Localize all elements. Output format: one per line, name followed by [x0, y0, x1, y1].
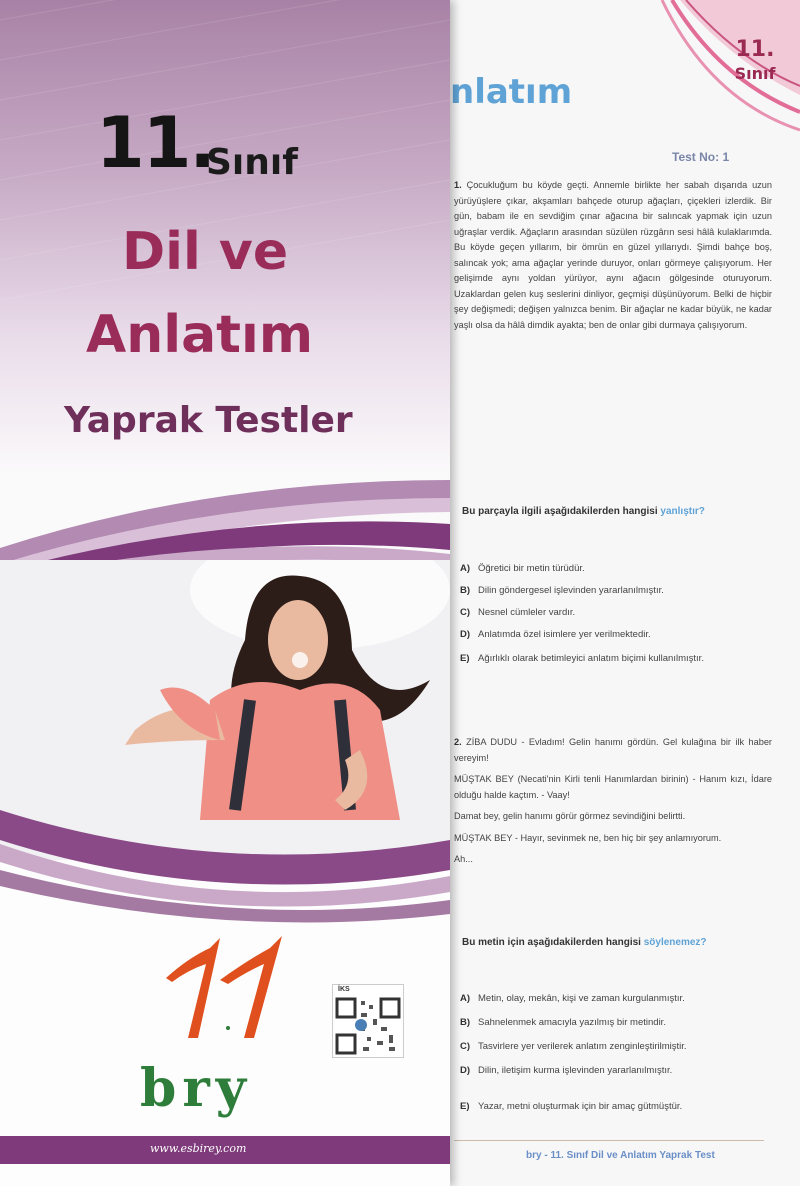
question-1-number: 1. [454, 180, 462, 190]
option-text: Öğretici bir metin türüdür. [478, 563, 585, 574]
cover-title-line-1: Dil ve [122, 222, 289, 282]
qr-code[interactable] [332, 984, 404, 1058]
question-2-line: Ah... [454, 854, 473, 864]
question-1-option[interactable] [460, 606, 770, 620]
publisher-website[interactable]: www.esbirey.com [150, 1142, 247, 1155]
question-2-prompt-main: Bu metin için aşağıdakilerden hangisi [462, 937, 641, 948]
qr-code-icon [333, 985, 403, 1057]
back-grade-number: 11. [735, 37, 775, 62]
option-letter: C) [460, 1041, 471, 1052]
option-text: Anlatımda özel isimlere yer verilmektedir. [478, 629, 651, 640]
question-1-prompt [462, 504, 772, 519]
question-2-option[interactable] [460, 1100, 770, 1114]
question-1-prompt-highlight: yanlıştır? [660, 506, 705, 517]
question-1-option[interactable] [460, 562, 770, 576]
question-2-line: MÜŞTAK BEY - Hayır, sevinmek ne, ben hiç bir şey anlamıyorum. [454, 832, 722, 843]
option-letter: B) [460, 1017, 471, 1028]
cover-grade-number: 11. [96, 102, 215, 184]
option-text: Ağırlıklı olarak betimleyici anlatım biçimi kullanılmıştır. [478, 653, 704, 664]
back-page-footer: bry - 11. Sınıf Dil ve Anlatım Yaprak Test [526, 1150, 715, 1161]
question-2-option[interactable] [460, 1064, 770, 1078]
option-letter: A) [460, 993, 471, 1004]
back-page-title: nlatım [450, 72, 573, 112]
question-2-passage [454, 735, 772, 868]
option-letter: D) [460, 629, 471, 640]
question-1-option[interactable] [460, 652, 770, 666]
option-text: Dilin göndergesel işlevinden yararlanılmıştır. [478, 585, 664, 596]
question-2-number: 2. [454, 737, 462, 747]
test-number: Test No: 1 [672, 150, 730, 164]
back-grade-badge [720, 38, 790, 86]
question-2-option[interactable] [460, 1016, 770, 1030]
option-letter: E) [460, 653, 470, 664]
question-2-line: Damat bey, gelin hanımı görür görmez sevindiğini belirtti. [454, 811, 686, 821]
footer-divider [454, 1140, 764, 1141]
option-letter: A) [460, 563, 471, 574]
option-text: Tasvirlere yer verilerek anlatım zenginleştirilmiştir. [478, 1041, 687, 1052]
cover-title-line-2: Anlatım [86, 305, 314, 365]
purple-wave-band-bottom [0, 800, 450, 930]
brand-name: bry [140, 1058, 252, 1119]
back-test-page [440, 0, 800, 1186]
question-2-line [454, 735, 772, 766]
option-text: Yazar, metni oluşturmak için bir amaç gütmüştür. [478, 1101, 683, 1112]
option-letter: E) [460, 1101, 470, 1112]
question-1-option[interactable] [460, 584, 770, 598]
question-1-passage [454, 178, 772, 498]
question-1-text: Çocukluğum bu köyde geçti. Annemle birlikte her sabah dışarıda uzun yürüyüşlere çıkar, akşamları bahçede oturup ağaçları, çiçekleri izlerdik. Bir gün, babam ile en sevdiğim çınar ağacına bir salıncak yapmak için uzun uğraşlar verdik. Ağaçların arasından süzülen rüzgârın sesi hâlâ kulaklarımda. Bu köyde geçen yıllarım, bir ömrün en güzel yıllarıydı. Şimdi bahçe boş, salıncak yok; ama ağaçlar yerinde duruyor, onları görmeye çalışıyorum. Her gelişimde aynı yoldan yürüyor, aynı ağacın gölgesinde oturuyorum. Uzaklardan gelen kuş seslerini dinliyor, geçmişi düşünüyorum. Belki de hiçbir şey değişmedi; değişen yalnızca benim. Bir ağaçlar ne kadar büyük, ne kadar yaşlı olsa da hâlâ dimdik ayakta; ben de onlar gibi durmaya çalışıyorum. [454, 180, 772, 330]
dialogue-line: ZİBA DUDU - Evladım! Gelin hanımı gördün. Gel kulağına bir ilk haber vereyim! [454, 737, 772, 763]
question-2-option[interactable] [460, 1040, 770, 1054]
option-text: Dilin, iletişim kurma işlevinden yararlanılmıştır. [478, 1065, 673, 1076]
bry-logo-mark [158, 918, 298, 1058]
question-1-option[interactable] [460, 628, 770, 642]
question-2-prompt-highlight: söylenemez? [643, 937, 707, 948]
cover-subtitle: Yaprak Testler [64, 400, 353, 441]
question-2-line: MÜŞTAK BEY (Necati'nin Kirli tenli Hanımlardan birinin) - Hanım kızı, İdare olduğu halde kaçtım. - Vaay! [454, 774, 772, 800]
option-text: Metin, olay, mekân, kişi ve zaman kurgulanmıştır. [478, 993, 685, 1004]
option-letter: B) [460, 585, 471, 596]
question-2-prompt [462, 935, 772, 950]
cover-grade-word: Sınıf [206, 142, 298, 183]
qr-label: İKS [338, 986, 350, 993]
option-text: Nesnel cümleler vardır. [478, 607, 576, 618]
option-text: Sahnelenmek amacıyla yazılmış bir metindir. [478, 1017, 666, 1028]
back-grade-word: Sınıf [734, 64, 776, 83]
question-2-option[interactable] [460, 992, 770, 1006]
option-letter: C) [460, 607, 471, 618]
option-letter: D) [460, 1065, 471, 1076]
question-1-prompt-main: Bu parçayla ilgili aşağıdakilerden hangisi [462, 506, 658, 517]
